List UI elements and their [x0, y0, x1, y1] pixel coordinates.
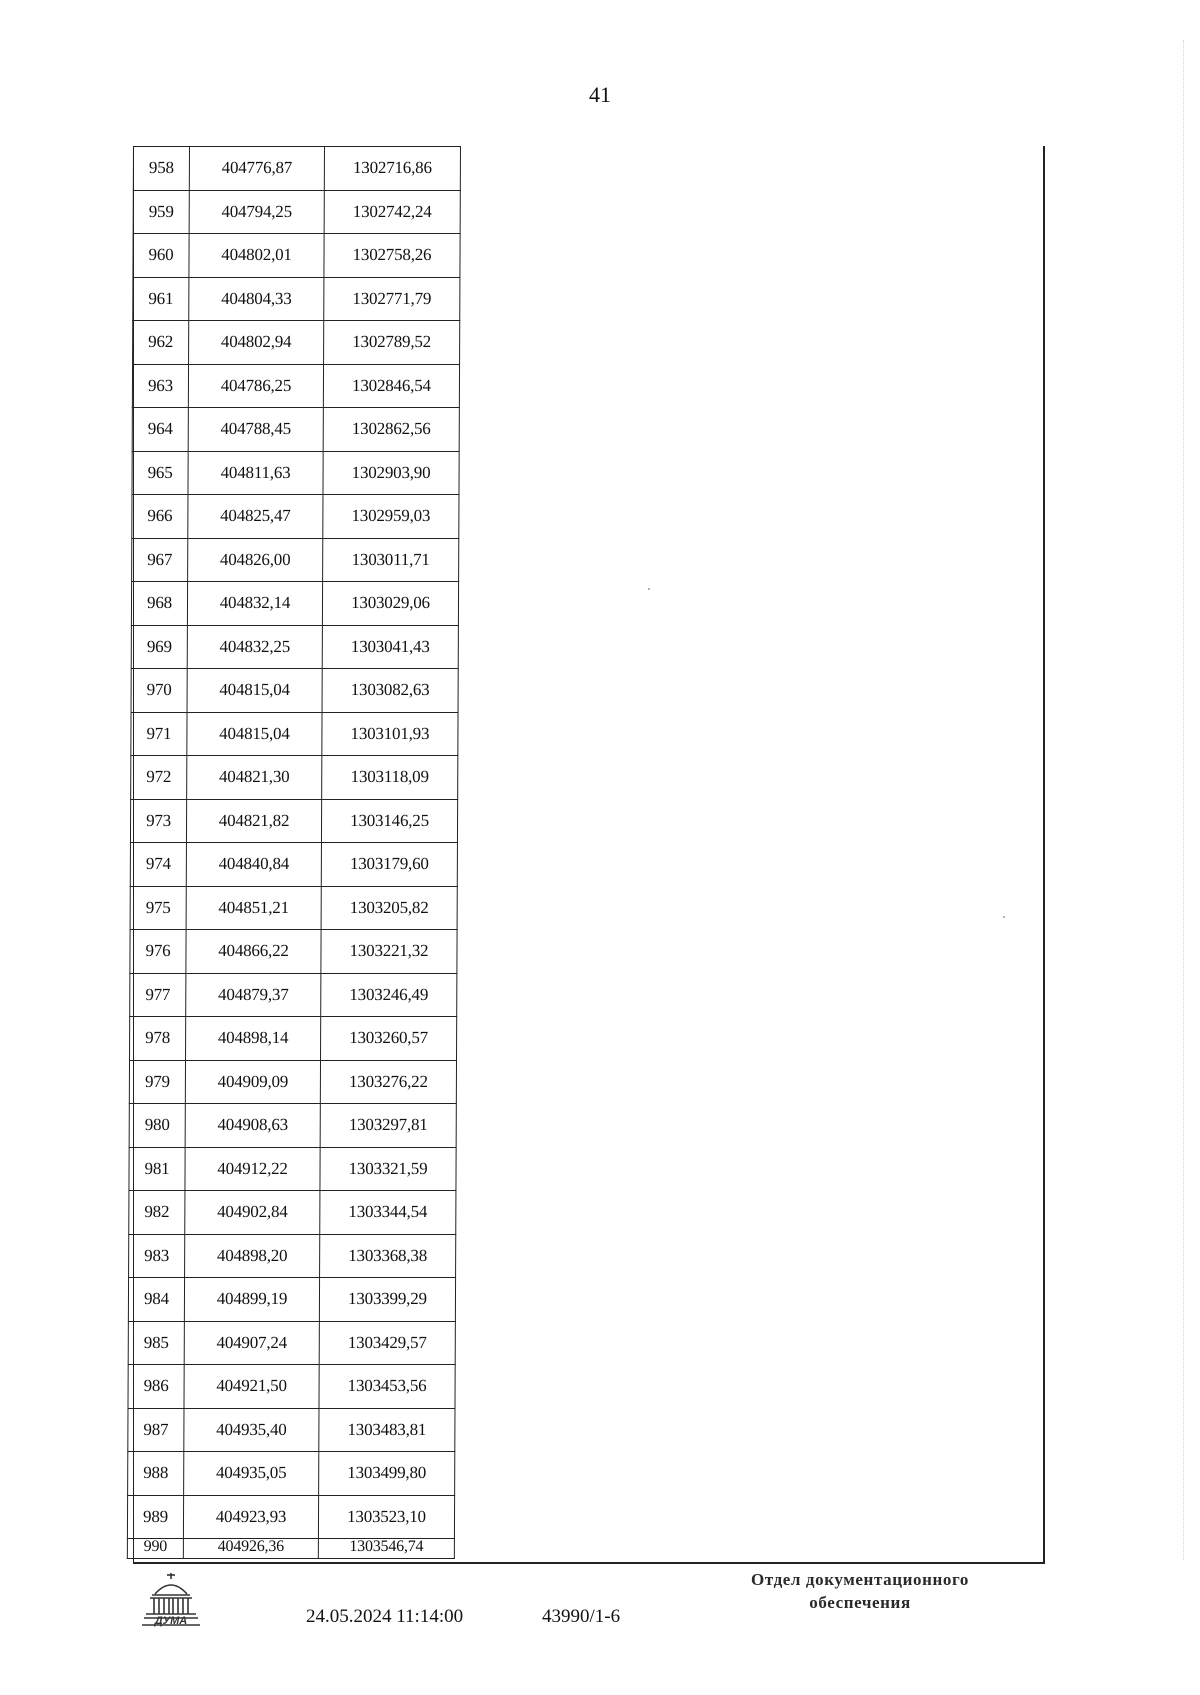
y-coordinate-cell: 1303246,49 [321, 973, 457, 1017]
table-row [131, 625, 458, 669]
point-number-cell: 970 [131, 669, 187, 713]
x-coordinate-cell: 404926,36 [183, 1539, 318, 1559]
y-coordinate-cell: 1303041,43 [322, 625, 458, 669]
x-coordinate-cell: 404821,30 [187, 756, 322, 800]
point-number-cell: 988 [128, 1452, 184, 1496]
x-coordinate-cell: 404815,04 [187, 669, 322, 713]
table-row [132, 408, 459, 452]
table-row [129, 1147, 456, 1191]
table-row [132, 364, 459, 408]
point-number-cell: 979 [129, 1060, 185, 1104]
point-number-cell: 974 [130, 843, 186, 887]
point-number-cell: 966 [132, 495, 188, 539]
registration-number: 43990/1-6 [542, 1606, 621, 1627]
table-row [128, 1365, 455, 1409]
x-coordinate-cell: 404879,37 [186, 973, 321, 1017]
table-row [128, 1278, 455, 1322]
y-coordinate-cell: 1303146,25 [321, 799, 457, 843]
department-line-2: обеспечения [809, 1593, 911, 1612]
table-row [130, 1017, 457, 1061]
table-row [132, 538, 459, 582]
y-coordinate-cell: 1303205,82 [321, 886, 457, 930]
table-row [130, 799, 457, 843]
y-coordinate-cell: 1303399,29 [319, 1278, 455, 1322]
point-number-cell: 982 [129, 1191, 185, 1235]
x-coordinate-cell: 404832,14 [187, 582, 322, 626]
page-number: 41 [589, 82, 611, 107]
y-coordinate-cell: 1303368,38 [320, 1234, 456, 1278]
y-coordinate-cell: 1303260,57 [321, 1017, 457, 1061]
table-row [128, 1452, 455, 1496]
point-number-cell: 985 [128, 1321, 184, 1365]
x-coordinate-cell: 404907,24 [184, 1321, 319, 1365]
table-row [131, 582, 458, 626]
point-number-cell: 963 [132, 364, 188, 408]
x-coordinate-cell: 404802,94 [189, 321, 324, 365]
table-row [127, 1539, 454, 1559]
x-coordinate-cell: 404788,45 [188, 408, 323, 452]
y-coordinate-cell: 1302758,26 [324, 234, 460, 278]
y-coordinate-cell: 1303297,81 [320, 1104, 456, 1148]
y-coordinate-cell: 1302903,90 [323, 451, 459, 495]
y-coordinate-cell: 1303082,63 [322, 669, 458, 713]
point-number-cell: 973 [130, 799, 186, 843]
table-row [129, 1191, 456, 1235]
point-number-cell: 959 [133, 190, 189, 234]
point-number-cell: 958 [133, 147, 189, 191]
point-number-cell: 960 [133, 234, 189, 278]
table-row [133, 147, 460, 191]
y-coordinate-cell: 1302742,24 [324, 190, 460, 234]
table-row [133, 321, 460, 365]
y-coordinate-cell: 1303118,09 [322, 756, 458, 800]
table-row [128, 1408, 455, 1452]
x-coordinate-cell: 404899,19 [184, 1278, 319, 1322]
x-coordinate-cell: 404908,63 [185, 1104, 320, 1148]
point-number-cell: 976 [130, 930, 186, 974]
y-coordinate-cell: 1302862,56 [323, 408, 459, 452]
x-coordinate-cell: 404898,14 [186, 1017, 321, 1061]
department-stamp [700, 1568, 1020, 1614]
coordinates-table-body [127, 147, 460, 1559]
point-number-cell: 983 [129, 1234, 185, 1278]
department-line-1: Отдел документационного [751, 1570, 969, 1589]
y-coordinate-cell: 1303429,57 [319, 1321, 455, 1365]
x-coordinate-cell: 404776,87 [189, 147, 324, 191]
x-coordinate-cell: 404935,40 [184, 1408, 319, 1452]
x-coordinate-cell: 404786,25 [188, 364, 323, 408]
scan-edge-marks [1183, 40, 1196, 1560]
y-coordinate-cell: 1303453,56 [319, 1365, 455, 1409]
x-coordinate-cell: 404832,25 [187, 625, 322, 669]
x-coordinate-cell: 404921,50 [184, 1365, 319, 1409]
scan-speck [648, 588, 650, 590]
point-number-cell: 987 [128, 1408, 184, 1452]
x-coordinate-cell: 404840,84 [186, 843, 321, 887]
table-row [133, 277, 460, 321]
table-row [133, 190, 460, 234]
point-number-cell: 977 [130, 973, 186, 1017]
y-coordinate-cell: 1302771,79 [324, 277, 460, 321]
table-row [132, 495, 459, 539]
table-row [127, 1495, 454, 1539]
point-number-cell: 962 [133, 321, 189, 365]
point-number-cell: 975 [130, 886, 186, 930]
duma-building-emblem-icon [140, 1570, 202, 1628]
y-coordinate-cell: 1303276,22 [320, 1060, 456, 1104]
y-coordinate-cell: 1302959,03 [323, 495, 459, 539]
point-number-cell: 967 [132, 538, 188, 582]
point-number-cell: 964 [132, 408, 188, 452]
y-coordinate-cell: 1303101,93 [322, 712, 458, 756]
point-number-cell: 972 [131, 756, 187, 800]
point-number-cell: 981 [129, 1147, 185, 1191]
x-coordinate-cell: 404794,25 [189, 190, 324, 234]
table-row [129, 1104, 456, 1148]
table-row [131, 756, 458, 800]
table-row [129, 1060, 456, 1104]
x-coordinate-cell: 404923,93 [183, 1495, 318, 1539]
scan-speck [1003, 916, 1005, 918]
x-coordinate-cell: 404866,22 [186, 930, 321, 974]
table-row [131, 669, 458, 713]
y-coordinate-cell: 1303499,80 [319, 1452, 455, 1496]
point-number-cell: 980 [129, 1104, 185, 1148]
table-row [129, 1234, 456, 1278]
table-row [133, 234, 460, 278]
point-number-cell: 984 [128, 1278, 184, 1322]
point-number-cell: 961 [133, 277, 189, 321]
point-number-cell: 986 [128, 1365, 184, 1409]
x-coordinate-cell: 404826,00 [188, 538, 323, 582]
x-coordinate-cell: 404898,20 [185, 1234, 320, 1278]
y-coordinate-cell: 1303321,59 [320, 1147, 456, 1191]
table-row [130, 930, 457, 974]
x-coordinate-cell: 404815,04 [187, 712, 322, 756]
y-coordinate-cell: 1303029,06 [322, 582, 458, 626]
x-coordinate-cell: 404912,22 [185, 1147, 320, 1191]
x-coordinate-cell: 404825,47 [188, 495, 323, 539]
y-coordinate-cell: 1302789,52 [324, 321, 460, 365]
y-coordinate-cell: 1302846,54 [323, 364, 459, 408]
y-coordinate-cell: 1303179,60 [321, 843, 457, 887]
table-row [131, 712, 458, 756]
y-coordinate-cell: 1303546,74 [318, 1539, 454, 1559]
x-coordinate-cell: 404909,09 [185, 1060, 320, 1104]
point-number-cell: 978 [130, 1017, 186, 1061]
y-coordinate-cell: 1302716,86 [324, 147, 460, 191]
x-coordinate-cell: 404902,84 [185, 1191, 320, 1235]
point-number-cell: 971 [131, 712, 187, 756]
point-number-cell: 969 [131, 625, 187, 669]
x-coordinate-cell: 404804,33 [189, 277, 324, 321]
y-coordinate-cell: 1303221,32 [321, 930, 457, 974]
point-number-cell: 990 [127, 1539, 183, 1559]
y-coordinate-cell: 1303344,54 [320, 1191, 456, 1235]
point-number-cell: 989 [127, 1495, 183, 1539]
y-coordinate-cell: 1303523,10 [318, 1495, 454, 1539]
table-row [128, 1321, 455, 1365]
document-datetime: 24.05.2024 11:14:00 [306, 1606, 464, 1627]
table-row [130, 843, 457, 887]
point-number-cell: 965 [132, 451, 188, 495]
table-row [132, 451, 459, 495]
table-row [130, 886, 457, 930]
point-number-cell: 968 [131, 582, 187, 626]
table-row [130, 973, 457, 1017]
x-coordinate-cell: 404935,05 [184, 1452, 319, 1496]
x-coordinate-cell: 404851,21 [186, 886, 321, 930]
y-coordinate-cell: 1303483,81 [319, 1408, 455, 1452]
emblem-lettering: ДУМА [154, 1615, 188, 1627]
x-coordinate-cell: 404802,01 [189, 234, 324, 278]
coordinates-table [127, 146, 461, 1559]
x-coordinate-cell: 404811,63 [188, 451, 323, 495]
y-coordinate-cell: 1303011,71 [323, 538, 459, 582]
x-coordinate-cell: 404821,82 [186, 799, 321, 843]
